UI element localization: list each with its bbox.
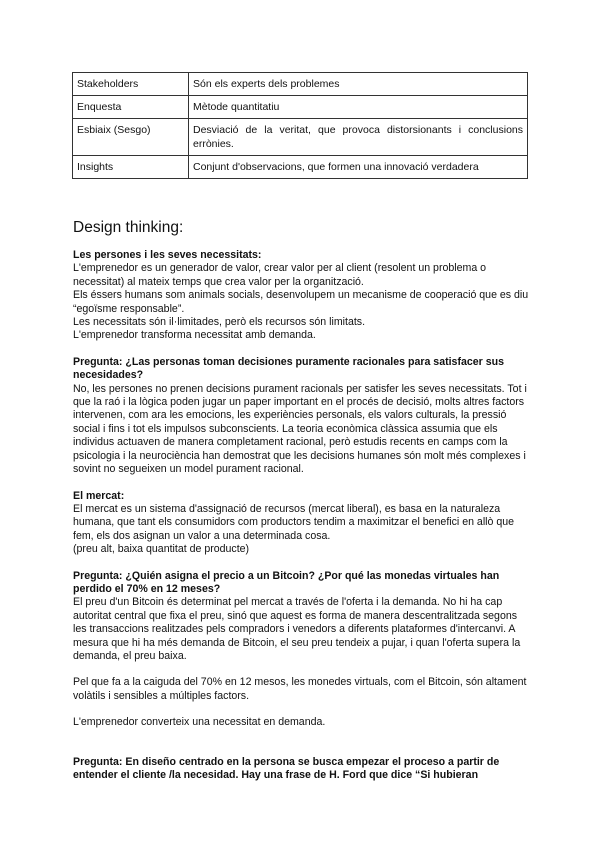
glossary-table	[72, 72, 528, 179]
section-title: Design thinking:	[73, 219, 184, 236]
heading-people-needs: Les persones i les seves necessitats:	[73, 249, 262, 261]
paragraph-line: Els éssers humans som animals socials, desenvolupem un mecanisme de cooperació que es diu “egoïsme responsable”.	[73, 289, 529, 315]
question-human-centered-design: Pregunta: En diseño centrado en la persona se busca empezar el proceso a partir de entender el cliente /la necesidad. Hay una frase de H. Ford que dice “Si hubieran	[73, 755, 500, 781]
paragraph-line: L'emprenedor es un generador de valor, crear valor per al client (resolent un problema o necessitat) al mateix temps que crea valor per la organització.	[73, 262, 487, 288]
glossary-row	[73, 96, 528, 119]
glossary-definition: Desviació de la veritat, que provoca distorsionants i conclusions errònies.	[189, 119, 528, 156]
answer-paragraph: L'emprenedor converteix una necessitat en demanda.	[73, 716, 326, 729]
glossary-term: Esbiaix (Sesgo)	[73, 119, 189, 156]
glossary-term: Enquesta	[73, 96, 189, 119]
document-body	[73, 249, 531, 782]
glossary-table-body	[73, 73, 528, 179]
glossary-term: Insights	[73, 156, 189, 179]
paragraph-line: (preu alt, baixa quantitat de producte)	[73, 543, 250, 556]
glossary-row	[73, 119, 528, 156]
glossary-row	[73, 73, 528, 96]
glossary-row	[73, 156, 528, 179]
glossary-term: Stakeholders	[73, 73, 189, 96]
paragraph-line: El mercat es un sistema d'assignació de recursos (mercat liberal), es basa en la naturaleza humana, que tant els consumidors com productors tendim a maximitzar el benefici en allò que fem, els dos asignan un valor a una determinada cosa.	[73, 502, 515, 542]
paragraph-line: Les necessitats són il·limitades, però els recursos són limitats.	[73, 316, 366, 329]
question-bitcoin: Pregunta: ¿Quién asigna el precio a un Bitcoin? ¿Por qué las monedas virtuales han perdido el 70% en 12 meses?	[73, 569, 500, 595]
paragraph-line: L'emprenedor transforma necessitat amb demanda.	[73, 329, 316, 342]
answer-paragraph: No, les persones no prenen decisions purament racionals per satisfer les seves necessitats. Tot i que la raó i la lògica poden jugar un paper important en el procés de decisió, molts altres factors intervenen, com ara les emocions, les experiències personals, els valors culturals, la pressió social i fins i tot els impulsos subconscients. La teoria econòmica clàssica assumia que els individus actuaven de manera completament racional, però estudis recents en camps com la psicologia i la neurociència han demostrat que les decisions humanes són molt més complexes i sovint no segueixen un model purament racional.	[73, 382, 527, 476]
heading-market: El mercat:	[73, 489, 125, 502]
glossary-definition: Mètode quantitatiu	[189, 96, 528, 119]
question-rational-decisions: Pregunta: ¿Las personas toman decisiones puramente racionales para satisfacer sus necesidades?	[73, 355, 504, 382]
answer-paragraph: Pel que fa a la caiguda del 70% en 12 mesos, les monedes virtuals, com el Bitcoin, són altament volàtils i sensibles a múltiples factors.	[73, 676, 527, 702]
answer-paragraph: El preu d'un Bitcoin és determinat pel mercat a través de l'oferta i la demanda. No hi ha cap autoritat central que fixa el preu, sinó que aquest es forma de manera descentralitzada segons les transaccions realitzades pels compradors i venedors a diferents plataformes d'intercanvi. A mesura que hi ha més demanda de Bitcoin, el seu preu tendeix a pujar, i quan l'oferta supera la demanda, el preu baixa.	[73, 596, 521, 662]
glossary-definition: Són els experts dels problemes	[189, 73, 528, 96]
glossary-definition: Conjunt d'observacions, que formen una innovació verdadera	[189, 156, 528, 179]
